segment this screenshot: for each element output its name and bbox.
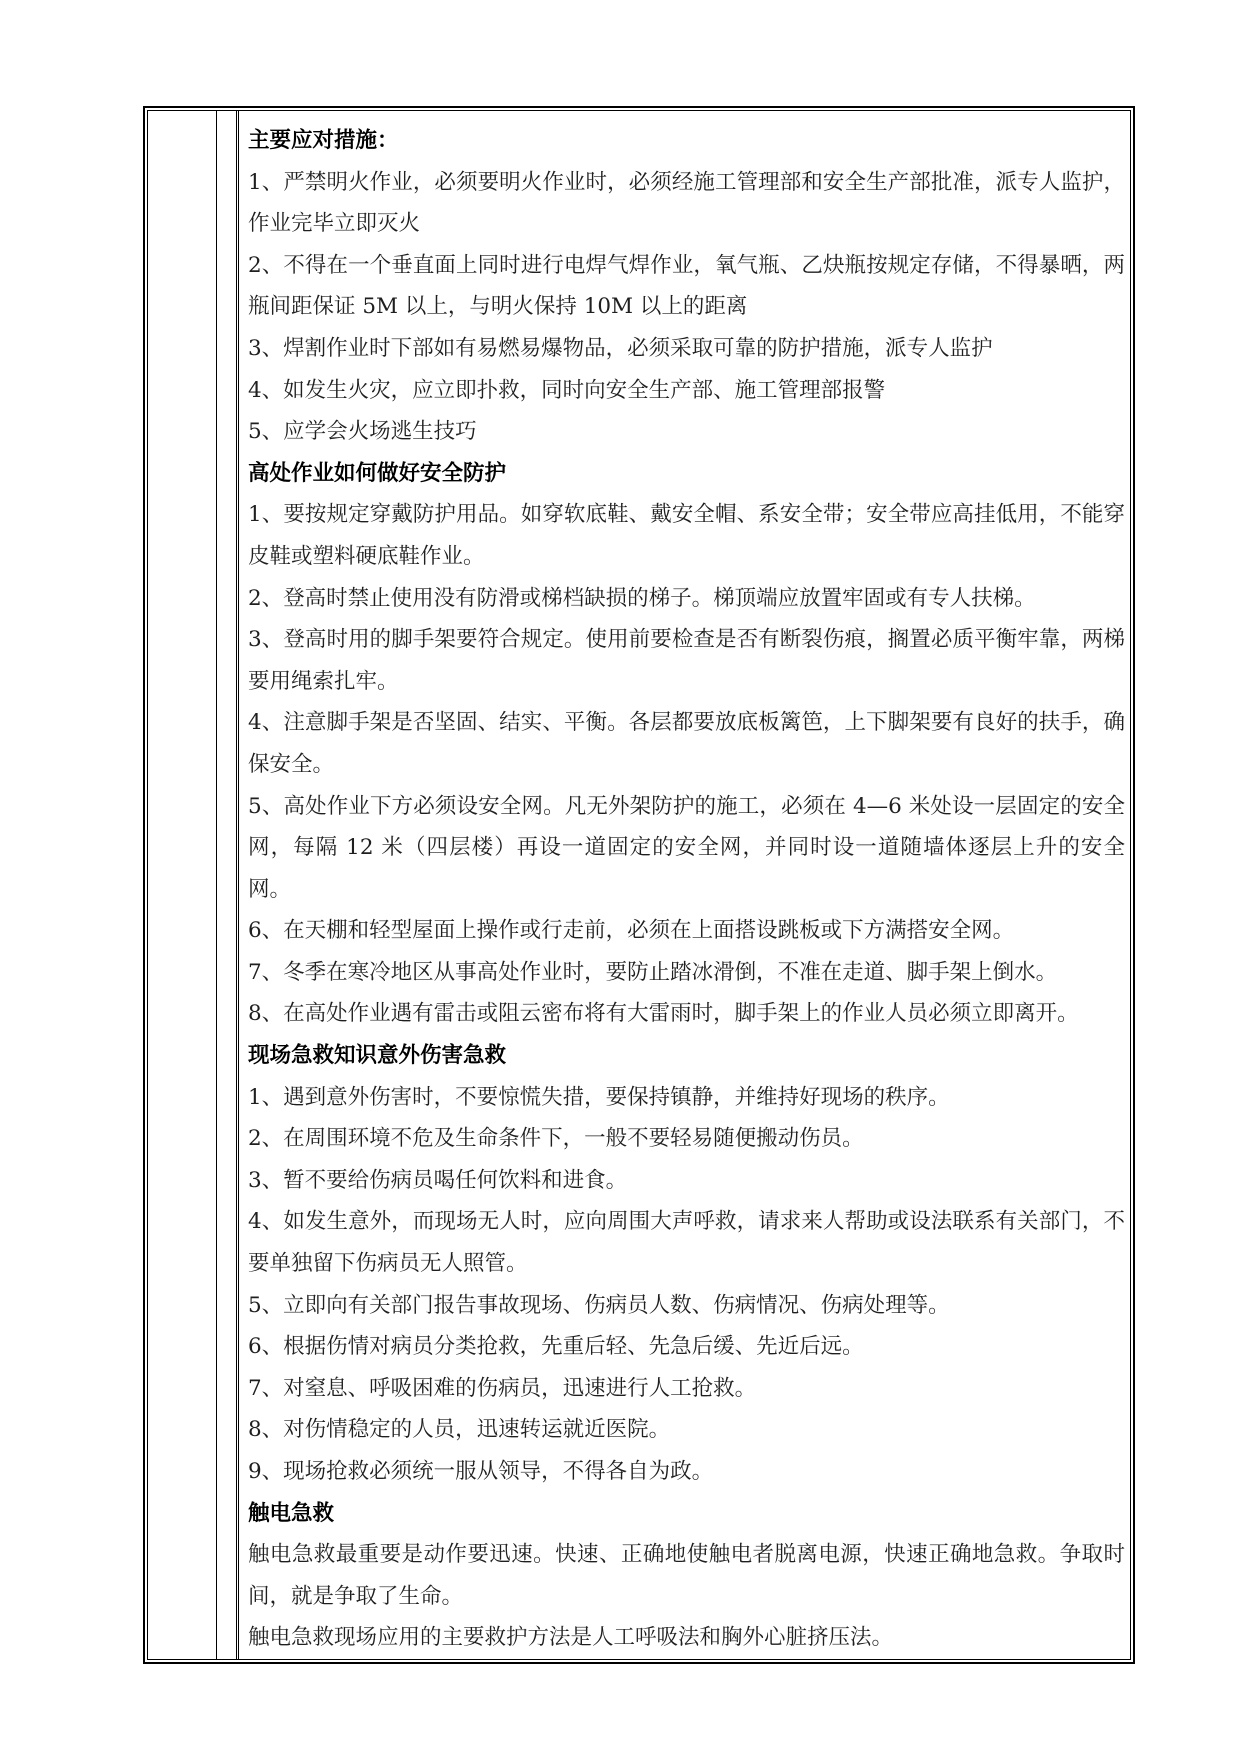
label-cell xyxy=(148,111,217,1659)
paragraph: 触电急救现场应用的主要救护方法是人工呼吸法和胸外心脏挤压法。 xyxy=(248,1625,894,1651)
section-heading: 主要应对措施： xyxy=(248,128,399,153)
spacer-cell xyxy=(217,111,239,1659)
content-cell xyxy=(239,111,1130,1659)
document-table xyxy=(147,110,1131,1660)
paragraph: 9、现场抢救必须统一服从领导，不得各自为政。 xyxy=(248,1459,714,1484)
electric-shock-first-aid-section xyxy=(248,1493,1125,1659)
paragraph: 4、如发生火灾，应立即扑救，同时向安全生产部、施工管理部报警 xyxy=(248,377,886,403)
paragraph: 4、如发生意外，而现场无人时，应向周围大声呼救，请求来人帮助或设法联系有关部门，不要单独留下伤病员无人照管。 xyxy=(248,1209,1125,1277)
accident-first-aid-section xyxy=(248,1035,1125,1493)
paragraph: 8、在高处作业遇有雷击或阻云密布将有大雷雨时，脚手架上的作业人员必须立即离开。 xyxy=(248,1001,1079,1027)
paragraph: 5、应学会火场逃生技巧 xyxy=(248,419,477,445)
paragraph: 8、对伤情稳定的人员，迅速转运就近医院。 xyxy=(248,1417,671,1443)
paragraph: 6、在天棚和轻型屋面上操作或行走前，必须在上面搭设跳板或下方满搭安全网。 xyxy=(248,918,1015,944)
fire-response-section xyxy=(248,120,1125,453)
paragraph: 2、在周围环境不危及生命条件下，一般不要轻易随便搬动伤员。 xyxy=(248,1126,864,1152)
paragraph: 1、严禁明火作业，必须要明火作业时，必须经施工管理部和安全生产部批准，派专人监护，作业完毕立即灭火 xyxy=(248,169,1125,237)
paragraph: 7、对窒息、呼吸困难的伤病员，迅速进行人工抢救。 xyxy=(248,1375,757,1401)
paragraph: 3、焊割作业时下部如有易燃易爆物品，必须采取可靠的防护措施，派专人监护 xyxy=(248,335,993,361)
section-heading: 现场急救知识意外伤害急救 xyxy=(248,1043,507,1069)
paragraph: 3、暂不要给伤病员喝任何饮料和进食。 xyxy=(248,1167,628,1193)
section-heading: 高处作业如何做好安全防护 xyxy=(248,460,507,486)
paragraph: 1、遇到意外伤害时，不要惊慌失措，要保持镇静，并维持好现场的秩序。 xyxy=(248,1084,950,1110)
paragraph: 1、要按规定穿戴防护用品。如穿软底鞋、戴安全帽、系安全带；安全带应高挂低用，不能穿皮鞋或塑料硬底鞋作业。 xyxy=(248,502,1125,569)
paragraph: 7、冬季在寒冷地区从事高处作业时，要防止踏冰滑倒，不准在走道、脚手架上倒水。 xyxy=(248,959,1058,985)
paragraph: 6、根据伤情对病员分类抢救，先重后轻、先急后缓、先近后远。 xyxy=(248,1334,864,1360)
paragraph: 5、立即向有关部门报告事故现场、伤病员人数、伤病情况、伤病处理等。 xyxy=(248,1292,950,1318)
document-table-frame xyxy=(143,106,1135,1664)
paragraph: 触电急救最重要是动作要迅速。快速、正确地使触电者脱离电源，快速正确地急救。争取时间，就是争取了生命。 xyxy=(248,1542,1125,1609)
paragraph: 5、高处作业下方必须设安全网。凡无外架防护的施工，必须在 4—6 米处设一层固定的安全网，每隔 12 米（四层楼）再设一道固定的安全网，并同时设一道随墙体逐层上升的安全网。 xyxy=(248,793,1125,902)
paragraph: 3、登高时用的脚手架要符合规定。使用前要检查是否有断裂伤痕，搁置必质平衡牢靠，两梯要用绳索扎牢。 xyxy=(248,627,1125,694)
height-work-safety-section xyxy=(248,453,1125,1035)
paragraph: 2、不得在一个垂直面上同时进行电焊气焊作业，氧气瓶、乙炔瓶按规定存储，不得暴晒，两瓶间距保证 5M 以上，与明火保持 10M 以上的距离 xyxy=(248,252,1125,320)
paragraph: 2、登高时禁止使用没有防滑或梯档缺损的梯子。梯顶端应放置牢固或有专人扶梯。 xyxy=(248,585,1036,611)
section-heading: 触电急救 xyxy=(248,1500,335,1526)
paragraph: 4、注意脚手架是否坚固、结实、平衡。各层都要放底板篱笆，上下脚架要有良好的扶手，确保安全。 xyxy=(248,710,1125,777)
